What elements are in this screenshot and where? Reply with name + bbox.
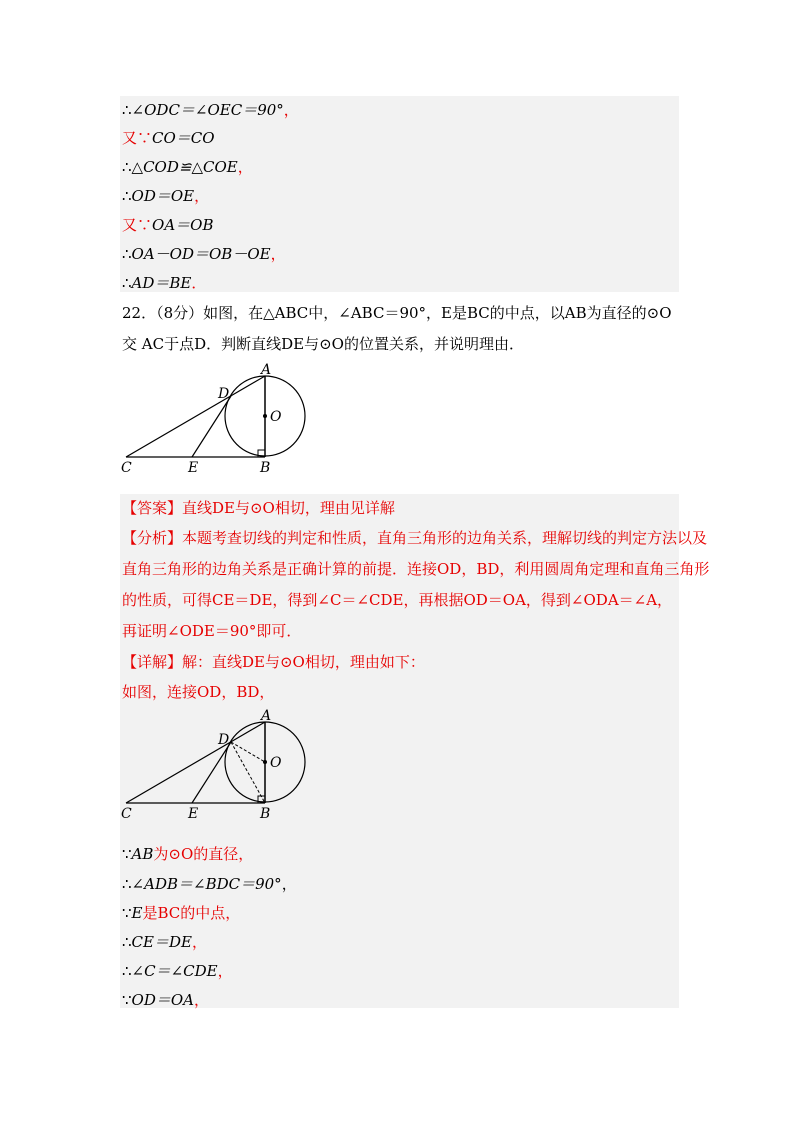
center-dot: [263, 760, 267, 764]
label-b: B: [260, 460, 271, 476]
step-3: ∴△COD≌△COE，: [122, 158, 253, 176]
segment-de: [192, 742, 231, 803]
center-dot: [263, 414, 267, 418]
label-e: E: [188, 806, 199, 822]
proof-step-6: ∵OD＝OA，: [122, 991, 210, 1009]
segment-bd-dashed: [231, 742, 265, 803]
step-1: ∴∠ODC＝∠OEC＝90°，: [122, 101, 299, 119]
proof-step-4: ∴CE＝DE，: [122, 933, 207, 951]
label-o: O: [270, 755, 282, 771]
detail-line-1: 【详解】解：直线DE与⊙O相切，理由如下：: [122, 653, 425, 671]
label-a: A: [261, 362, 272, 378]
label-d: D: [218, 732, 230, 748]
proof-step-3: ∵E是BC的中点，: [122, 904, 241, 922]
step-4: ∴OD＝OE，: [122, 187, 210, 205]
step-5: 又∵OA＝OB: [122, 216, 214, 234]
label-d: D: [218, 386, 230, 402]
label-c: C: [121, 460, 132, 476]
answer-line: 【答案】直线DE与⊙O相切，理由见详解: [122, 499, 395, 517]
segment-de: [192, 396, 231, 457]
geometry-figure-1: [116, 360, 316, 480]
analysis-line-3: 的性质，可得CE＝DE，得到∠C＝∠CDE，再根据OD＝OA，得到∠ODA＝∠A，: [122, 591, 673, 609]
question-line-1: 22．（8分）如图，在△ABC中，∠ABC＝90°，E是BC的中点，以AB为直径的⊙O: [122, 304, 672, 322]
label-o: O: [270, 409, 282, 425]
proof-step-5: ∴∠C＝∠CDE，: [122, 962, 233, 980]
analysis-line-1: 【分析】本题考查切线的判定和性质，直角三角形的边角关系，理解切线的判定方法以及: [122, 529, 708, 547]
analysis-line-4: 再证明∠ODE＝90°即可．: [122, 622, 302, 640]
step-2: 又∵CO＝CO: [122, 129, 215, 147]
segment-ca: [126, 376, 265, 457]
step-6: ∴OA－OD＝OB－OE，: [122, 245, 286, 263]
label-b: B: [260, 806, 271, 822]
label-a: A: [261, 708, 272, 724]
proof-step-1: ∵AB为⊙O的直径，: [122, 845, 254, 863]
question-line-2: 交 AC于点D．判断直线DE与⊙O的位置关系，并说明理由．: [122, 335, 524, 353]
segment-ca: [126, 722, 265, 803]
proof-step-2: ∴∠ADB＝∠BDC＝90°，: [122, 875, 297, 893]
label-c: C: [121, 806, 132, 822]
geometry-figure-2: [116, 706, 316, 826]
step-7: ∴AD＝BE．: [122, 274, 207, 292]
label-e: E: [188, 460, 199, 476]
detail-line-2: 如图，连接OD，BD，: [122, 683, 275, 701]
analysis-line-2: 直角三角形的边角关系是正确计算的前提．连接OD，BD，利用圆周角定理和直角三角形: [122, 560, 710, 578]
